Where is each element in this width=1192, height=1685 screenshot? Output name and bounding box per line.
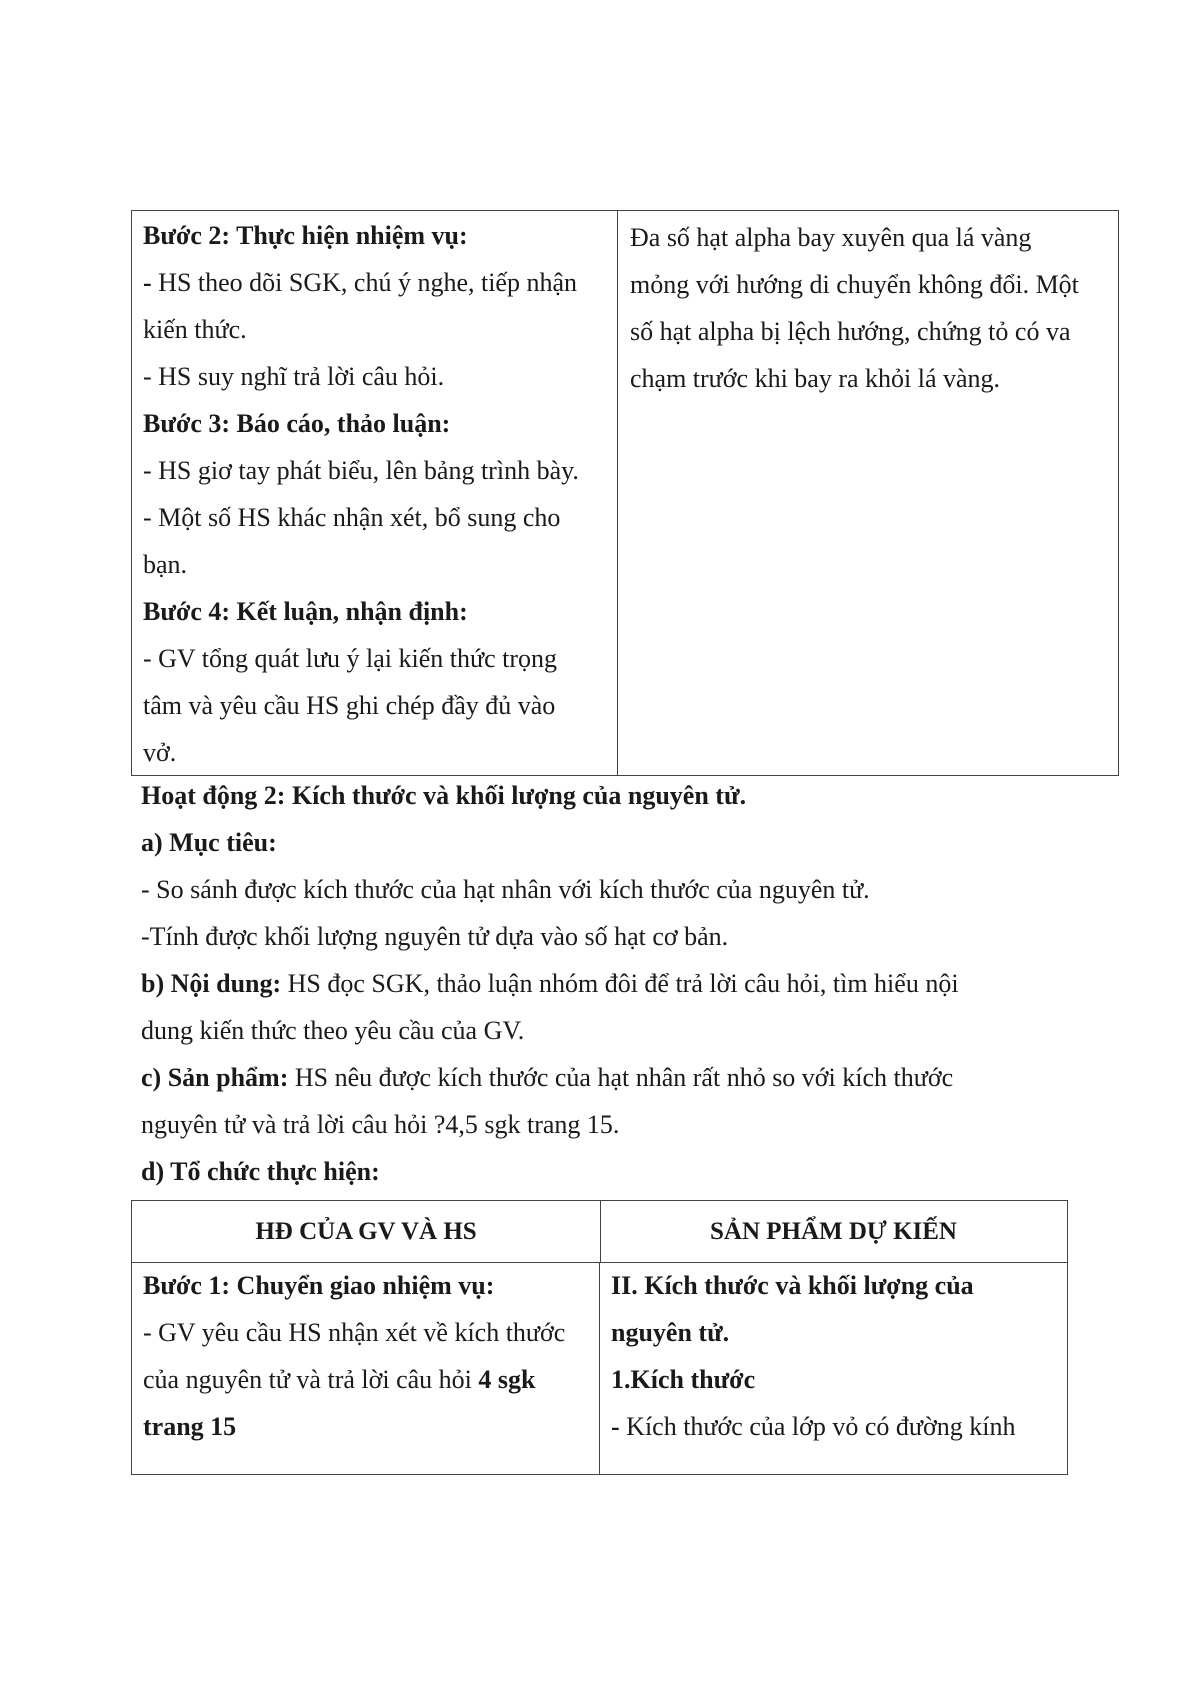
step3-line2: - Một số HS khác nhận xét, bổ sung cho	[143, 503, 561, 532]
activity-table-2	[131, 1200, 1068, 1475]
size-line1-dash: -	[611, 1412, 620, 1441]
activity-table-1	[131, 210, 1119, 776]
objective-line2: -Tính được khối lượng nguyên tử dựa vào số hạt cơ bản.	[141, 922, 729, 951]
product-heading: c) Sản phẩm:	[141, 1063, 289, 1092]
header-teacher-student: HĐ CỦA GV VÀ HS	[255, 1218, 477, 1245]
content-line2: dung kiến thức theo yêu cầu của GV.	[141, 1016, 525, 1045]
step4-line3: vở.	[143, 738, 177, 767]
product-desc-line1: HS nêu được kích thước của hạt nhân rất nhỏ so với kích thước	[288, 1063, 954, 1092]
step1-line2: của nguyên tử và trả lời câu hỏi	[143, 1365, 479, 1394]
step1-line3-bold: trang 15	[143, 1412, 237, 1441]
size-subtitle: 1.Kích thước	[611, 1365, 756, 1394]
step2-dash: -	[143, 268, 152, 297]
objective-line1: - So sánh được kích thước của hạt nhân với kích thước của nguyên tử.	[141, 875, 870, 904]
size-line1: Kích thước của lớp vỏ có đường kính	[619, 1412, 1016, 1441]
content-heading: b) Nội dung:	[141, 969, 282, 998]
step1-line1: - GV yêu cầu HS nhận xét về kích thước	[143, 1318, 566, 1347]
step3-heading: Bước 3: Báo cáo, thảo luận:	[143, 409, 451, 438]
expected-product-cell	[600, 1262, 1067, 1474]
step4-heading: Bước 4: Kết luận, nhận định:	[143, 597, 468, 626]
product-line4: chạm trước khi bay ra khỏi lá vàng.	[630, 364, 1001, 393]
product-line2: mỏng với hướng di chuyển không đổi. Một	[630, 270, 1079, 299]
step2-heading: Bước 2: Thực hiện nhiệm vụ:	[143, 221, 468, 250]
step1-heading: Bước 1: Chuyển giao nhiệm vụ:	[143, 1271, 495, 1300]
expected-product-cell	[618, 211, 1118, 775]
objective-heading: a) Mục tiêu:	[141, 828, 277, 857]
content-line1: HS đọc SGK, thảo luận nhóm đôi để trả lời câu hỏi, tìm hiểu nội	[281, 969, 959, 998]
step3-line3: bạn.	[143, 550, 188, 579]
header-divider	[600, 1201, 601, 1262]
step2-line3: - HS suy nghĩ trả lời câu hỏi.	[143, 362, 445, 391]
activity-2-section	[141, 772, 959, 1195]
product-desc-line2: nguyên tử và trả lời câu hỏi ?4,5 sgk trang 15.	[141, 1110, 620, 1139]
teacher-student-activities-cell	[132, 1262, 600, 1474]
step4-line2: tâm và yêu cầu HS ghi chép đầy đủ vào	[143, 691, 556, 720]
step4-line1: - GV tổng quát lưu ý lại kiến thức trọng	[143, 644, 558, 673]
organization-heading: d) Tổ chức thực hiện:	[141, 1157, 380, 1186]
step1-line2-bold: 4 sgk	[478, 1365, 536, 1394]
header-expected-product: SẢN PHẨM DỰ KIẾN	[710, 1218, 957, 1245]
step2-line1: HS theo dõi SGK, chú ý nghe, tiếp nhận	[151, 268, 578, 297]
section-title-line2: nguyên tử.	[611, 1318, 730, 1347]
step3-line1: - HS giơ tay phát biểu, lên bảng trình bày.	[143, 456, 579, 485]
teacher-student-activities-cell	[132, 211, 618, 775]
activity-title: Hoạt động 2: Kích thước và khối lượng của nguyên tử.	[141, 781, 747, 810]
product-line1: Đa số hạt alpha bay xuyên qua lá vàng	[630, 223, 1032, 252]
step2-line2: kiến thức.	[143, 315, 247, 344]
product-line3: số hạt alpha bị lệch hướng, chứng tỏ có va	[630, 317, 1071, 346]
section-title-line1: II. Kích thước và khối lượng của	[611, 1271, 974, 1300]
